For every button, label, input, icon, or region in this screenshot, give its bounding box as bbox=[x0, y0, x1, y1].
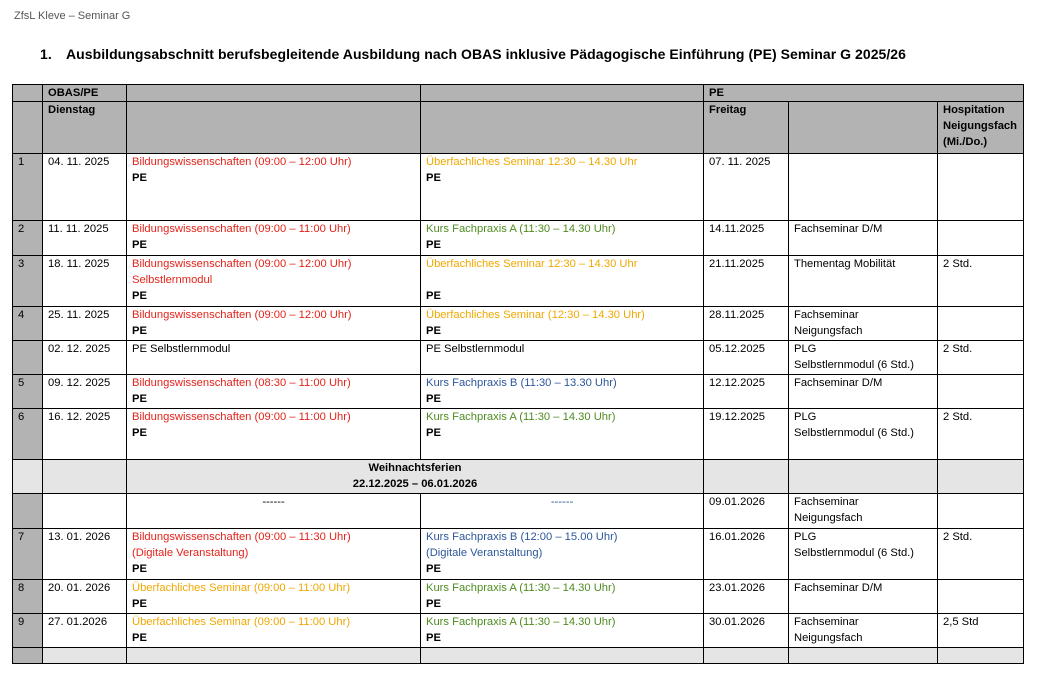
cell-line: Bildungswissenschaften (08:30 – 11:00 Uhr) bbox=[132, 377, 351, 389]
date-friday: 12.12.2025 bbox=[704, 375, 789, 409]
hospitation-hours: 2,5 Std bbox=[938, 614, 1024, 648]
session-morning bbox=[127, 375, 421, 409]
header-freitag: Freitag bbox=[704, 102, 789, 154]
cell-line: PE bbox=[426, 172, 441, 184]
schedule-table bbox=[12, 84, 1024, 664]
cell-line: Bildungswissenschaften (09:00 – 12:00 Uhr) bbox=[132, 258, 352, 270]
friday-session bbox=[789, 580, 938, 614]
date-tuesday: 11. 11. 2025 bbox=[43, 221, 127, 256]
table-row bbox=[13, 375, 1024, 409]
date-tuesday: 09. 12. 2025 bbox=[43, 375, 127, 409]
cell-line: Fachseminar D/M bbox=[794, 377, 883, 389]
cell-line: Überfachliches Seminar (09:00 – 11:00 Uhr) bbox=[132, 616, 351, 628]
cell-line: Kurs Fachpraxis A (11:30 – 14.30 Uhr) bbox=[426, 616, 616, 628]
row-number: 2 bbox=[13, 221, 43, 256]
row-number: 7 bbox=[13, 529, 43, 580]
title-text: Ausbildungsabschnitt berufsbegleitende Ausbildung nach OBAS inklusive Pädagogische Einführung (PE) Seminar G 2025/26 bbox=[66, 46, 906, 62]
session-morning bbox=[127, 409, 421, 460]
date-tuesday: 27. 01.2026 bbox=[43, 614, 127, 648]
hospitation-hours: 2 Std. bbox=[938, 256, 1024, 307]
holiday-range: 22.12.2025 – 06.01.2026 bbox=[352, 478, 478, 490]
cell-line: Überfachliches Seminar 12:30 – 14.30 Uhr bbox=[426, 258, 638, 270]
friday-session bbox=[789, 409, 938, 460]
friday-session bbox=[789, 221, 938, 256]
cell-line: Fachseminar bbox=[794, 616, 859, 628]
friday-session bbox=[789, 154, 938, 221]
cell-line: PE bbox=[132, 172, 147, 184]
date-friday: 16.01.2026 bbox=[704, 529, 789, 580]
session-afternoon bbox=[421, 221, 704, 256]
row-number: 6 bbox=[13, 409, 43, 460]
row-number: 4 bbox=[13, 307, 43, 341]
header-hospitation-line: Hospitation bbox=[943, 104, 1005, 116]
footer-row bbox=[13, 648, 1024, 664]
holiday-label bbox=[127, 460, 704, 494]
hospitation-hours: 2 Std. bbox=[938, 529, 1024, 580]
header-row-1 bbox=[13, 85, 1024, 102]
row-number: 5 bbox=[13, 375, 43, 409]
cell-line: PE bbox=[426, 239, 441, 251]
table-row bbox=[13, 154, 1024, 221]
cell-line: Fachseminar D/M bbox=[794, 582, 883, 594]
placeholder-dashes: ------ bbox=[421, 494, 704, 529]
cell-line: Fachseminar D/M bbox=[794, 223, 883, 235]
hospitation-hours bbox=[938, 221, 1024, 256]
cell-line bbox=[426, 272, 698, 288]
session-afternoon bbox=[421, 256, 704, 307]
cell-line: Bildungswissenschaften (09:00 – 11:00 Uhr) bbox=[132, 223, 351, 235]
session-afternoon bbox=[421, 375, 704, 409]
cell-line: Bildungswissenschaften (09:00 – 12:00 Uhr) bbox=[132, 309, 352, 321]
session-morning bbox=[127, 307, 421, 341]
header-hospitation-line: (Mi./Do.) bbox=[943, 136, 988, 148]
session-afternoon bbox=[421, 614, 704, 648]
date-tuesday: 02. 12. 2025 bbox=[43, 341, 127, 375]
friday-session bbox=[789, 494, 938, 529]
friday-session bbox=[789, 341, 938, 375]
cell-line: Thementag Mobilität bbox=[794, 258, 896, 270]
session-morning bbox=[127, 614, 421, 648]
cell-line: PE bbox=[132, 393, 147, 405]
session-afternoon bbox=[421, 580, 704, 614]
cell-line: PLG bbox=[794, 411, 817, 423]
row-number: 1 bbox=[13, 154, 43, 221]
session-morning bbox=[127, 154, 421, 221]
cell-line: PE bbox=[426, 632, 441, 644]
cell-line: Überfachliches Seminar (12:30 – 14.30 Uhr) bbox=[426, 309, 645, 321]
date-friday: 23.01.2026 bbox=[704, 580, 789, 614]
table-row bbox=[13, 494, 1024, 529]
row-number: 8 bbox=[13, 580, 43, 614]
date-friday: 30.01.2026 bbox=[704, 614, 789, 648]
cell-line: PE bbox=[132, 563, 147, 575]
holiday-title: Weihnachtsferien bbox=[368, 462, 462, 474]
cell-line: PE bbox=[132, 427, 147, 439]
cell-line: PE bbox=[132, 325, 147, 337]
cell-line: Kurs Fachpraxis A (11:30 – 14.30 Uhr) bbox=[426, 223, 616, 235]
cell-line: Kurs Fachpraxis A (11:30 – 14.30 Uhr) bbox=[426, 582, 616, 594]
row-number: 9 bbox=[13, 614, 43, 648]
table-row bbox=[13, 307, 1024, 341]
header-hospitation bbox=[938, 102, 1024, 154]
date-tuesday: 25. 11. 2025 bbox=[43, 307, 127, 341]
session-morning bbox=[127, 221, 421, 256]
cell-line: Selbstlernmodul (6 Std.) bbox=[794, 547, 915, 559]
date-friday: 14.11.2025 bbox=[704, 221, 789, 256]
friday-session bbox=[789, 375, 938, 409]
cell-line: Überfachliches Seminar 12:30 – 14.30 Uhr bbox=[426, 156, 638, 168]
table-row bbox=[13, 256, 1024, 307]
date-tuesday: 04. 11. 2025 bbox=[43, 154, 127, 221]
cell-line: Selbstlernmodul (6 Std.) bbox=[794, 359, 915, 371]
date-friday: 07. 11. 2025 bbox=[704, 154, 789, 221]
header-hospitation-line: Neigungsfach bbox=[943, 120, 1017, 132]
cell-line: Neigungsfach bbox=[794, 632, 863, 644]
hospitation-hours bbox=[938, 580, 1024, 614]
date-tuesday: 20. 01. 2026 bbox=[43, 580, 127, 614]
cell-line: PLG bbox=[794, 343, 817, 355]
friday-session bbox=[789, 307, 938, 341]
cell-line: PE bbox=[132, 290, 147, 302]
session-morning bbox=[127, 529, 421, 580]
date-friday: 19.12.2025 bbox=[704, 409, 789, 460]
header-row-2 bbox=[13, 102, 1024, 154]
cell-line: Kurs Fachpraxis B (12:00 – 15.00 Uhr) bbox=[426, 531, 618, 543]
date-friday: 21.11.2025 bbox=[704, 256, 789, 307]
table-row bbox=[13, 614, 1024, 648]
cell-line: Bildungswissenschaften (09:00 – 11:00 Uhr) bbox=[132, 411, 351, 423]
header-dienstag: Dienstag bbox=[43, 102, 127, 154]
cell-line: Bildungswissenschaften (09:00 – 11:30 Uhr) bbox=[132, 531, 351, 543]
row-number: 3 bbox=[13, 256, 43, 307]
session-morning bbox=[127, 580, 421, 614]
cell-line: PE bbox=[132, 239, 147, 251]
date-friday: 09.01.2026 bbox=[704, 494, 789, 529]
hospitation-hours: 2 Std. bbox=[938, 341, 1024, 375]
title-number: 1. bbox=[40, 46, 52, 62]
cell-line: PE Selbstlernmodul bbox=[132, 343, 231, 355]
session-afternoon bbox=[421, 341, 704, 375]
hospitation-hours bbox=[938, 375, 1024, 409]
date-friday: 28.11.2025 bbox=[704, 307, 789, 341]
session-morning bbox=[127, 256, 421, 307]
holiday-row bbox=[13, 460, 1024, 494]
cell-line: Kurs Fachpraxis A (11:30 – 14.30 Uhr) bbox=[426, 411, 616, 423]
placeholder-dashes: ------ bbox=[127, 494, 421, 529]
table-row bbox=[13, 409, 1024, 460]
table-row bbox=[13, 580, 1024, 614]
document-title bbox=[40, 46, 906, 62]
cell-line: PE bbox=[426, 325, 441, 337]
session-afternoon bbox=[421, 154, 704, 221]
session-morning bbox=[127, 341, 421, 375]
date-tuesday: 16. 12. 2025 bbox=[43, 409, 127, 460]
cell-line: Neigungsfach bbox=[794, 325, 863, 337]
table-row bbox=[13, 341, 1024, 375]
hospitation-hours: 2 Std. bbox=[938, 409, 1024, 460]
cell-line: PE bbox=[426, 598, 441, 610]
cell-line: (Digitale Veranstaltung) bbox=[132, 547, 249, 559]
row-number bbox=[13, 341, 43, 375]
header-pe: PE bbox=[704, 85, 1024, 102]
cell-line: Kurs Fachpraxis B (11:30 – 13.30 Uhr) bbox=[426, 377, 617, 389]
table-row bbox=[13, 529, 1024, 580]
table-row bbox=[13, 221, 1024, 256]
cell-line: PLG bbox=[794, 531, 817, 543]
cell-line: (Digitale Veranstaltung) bbox=[426, 547, 543, 559]
hospitation-hours bbox=[938, 307, 1024, 341]
cell-line: Fachseminar bbox=[794, 496, 859, 508]
cell-line: PE bbox=[132, 632, 147, 644]
cell-line: Bildungswissenschaften (09:00 – 12:00 Uhr) bbox=[132, 156, 352, 168]
header-obas-pe: OBAS/PE bbox=[43, 85, 127, 102]
session-afternoon bbox=[421, 307, 704, 341]
hospitation-hours bbox=[938, 154, 1024, 221]
cell-line: PE bbox=[426, 393, 441, 405]
cell-line: PE bbox=[426, 563, 441, 575]
date-friday: 05.12.2025 bbox=[704, 341, 789, 375]
date-tuesday: 18. 11. 2025 bbox=[43, 256, 127, 307]
cell-line: Neigungsfach bbox=[794, 512, 863, 524]
friday-session bbox=[789, 529, 938, 580]
document-header: ZfsL Kleve – Seminar G bbox=[14, 10, 131, 22]
date-tuesday: 13. 01. 2026 bbox=[43, 529, 127, 580]
cell-line: Überfachliches Seminar (09:00 – 11:00 Uhr) bbox=[132, 582, 351, 594]
session-afternoon bbox=[421, 409, 704, 460]
friday-session bbox=[789, 614, 938, 648]
cell-line: Selbstlernmodul bbox=[132, 274, 213, 286]
session-afternoon bbox=[421, 529, 704, 580]
cell-line: PE bbox=[132, 598, 147, 610]
cell-line: PE bbox=[426, 290, 441, 302]
cell-line: Fachseminar bbox=[794, 309, 859, 321]
friday-session bbox=[789, 256, 938, 307]
cell-line: PE bbox=[426, 427, 441, 439]
cell-line: PE Selbstlernmodul bbox=[426, 343, 525, 355]
cell-line: Selbstlernmodul (6 Std.) bbox=[794, 427, 915, 439]
